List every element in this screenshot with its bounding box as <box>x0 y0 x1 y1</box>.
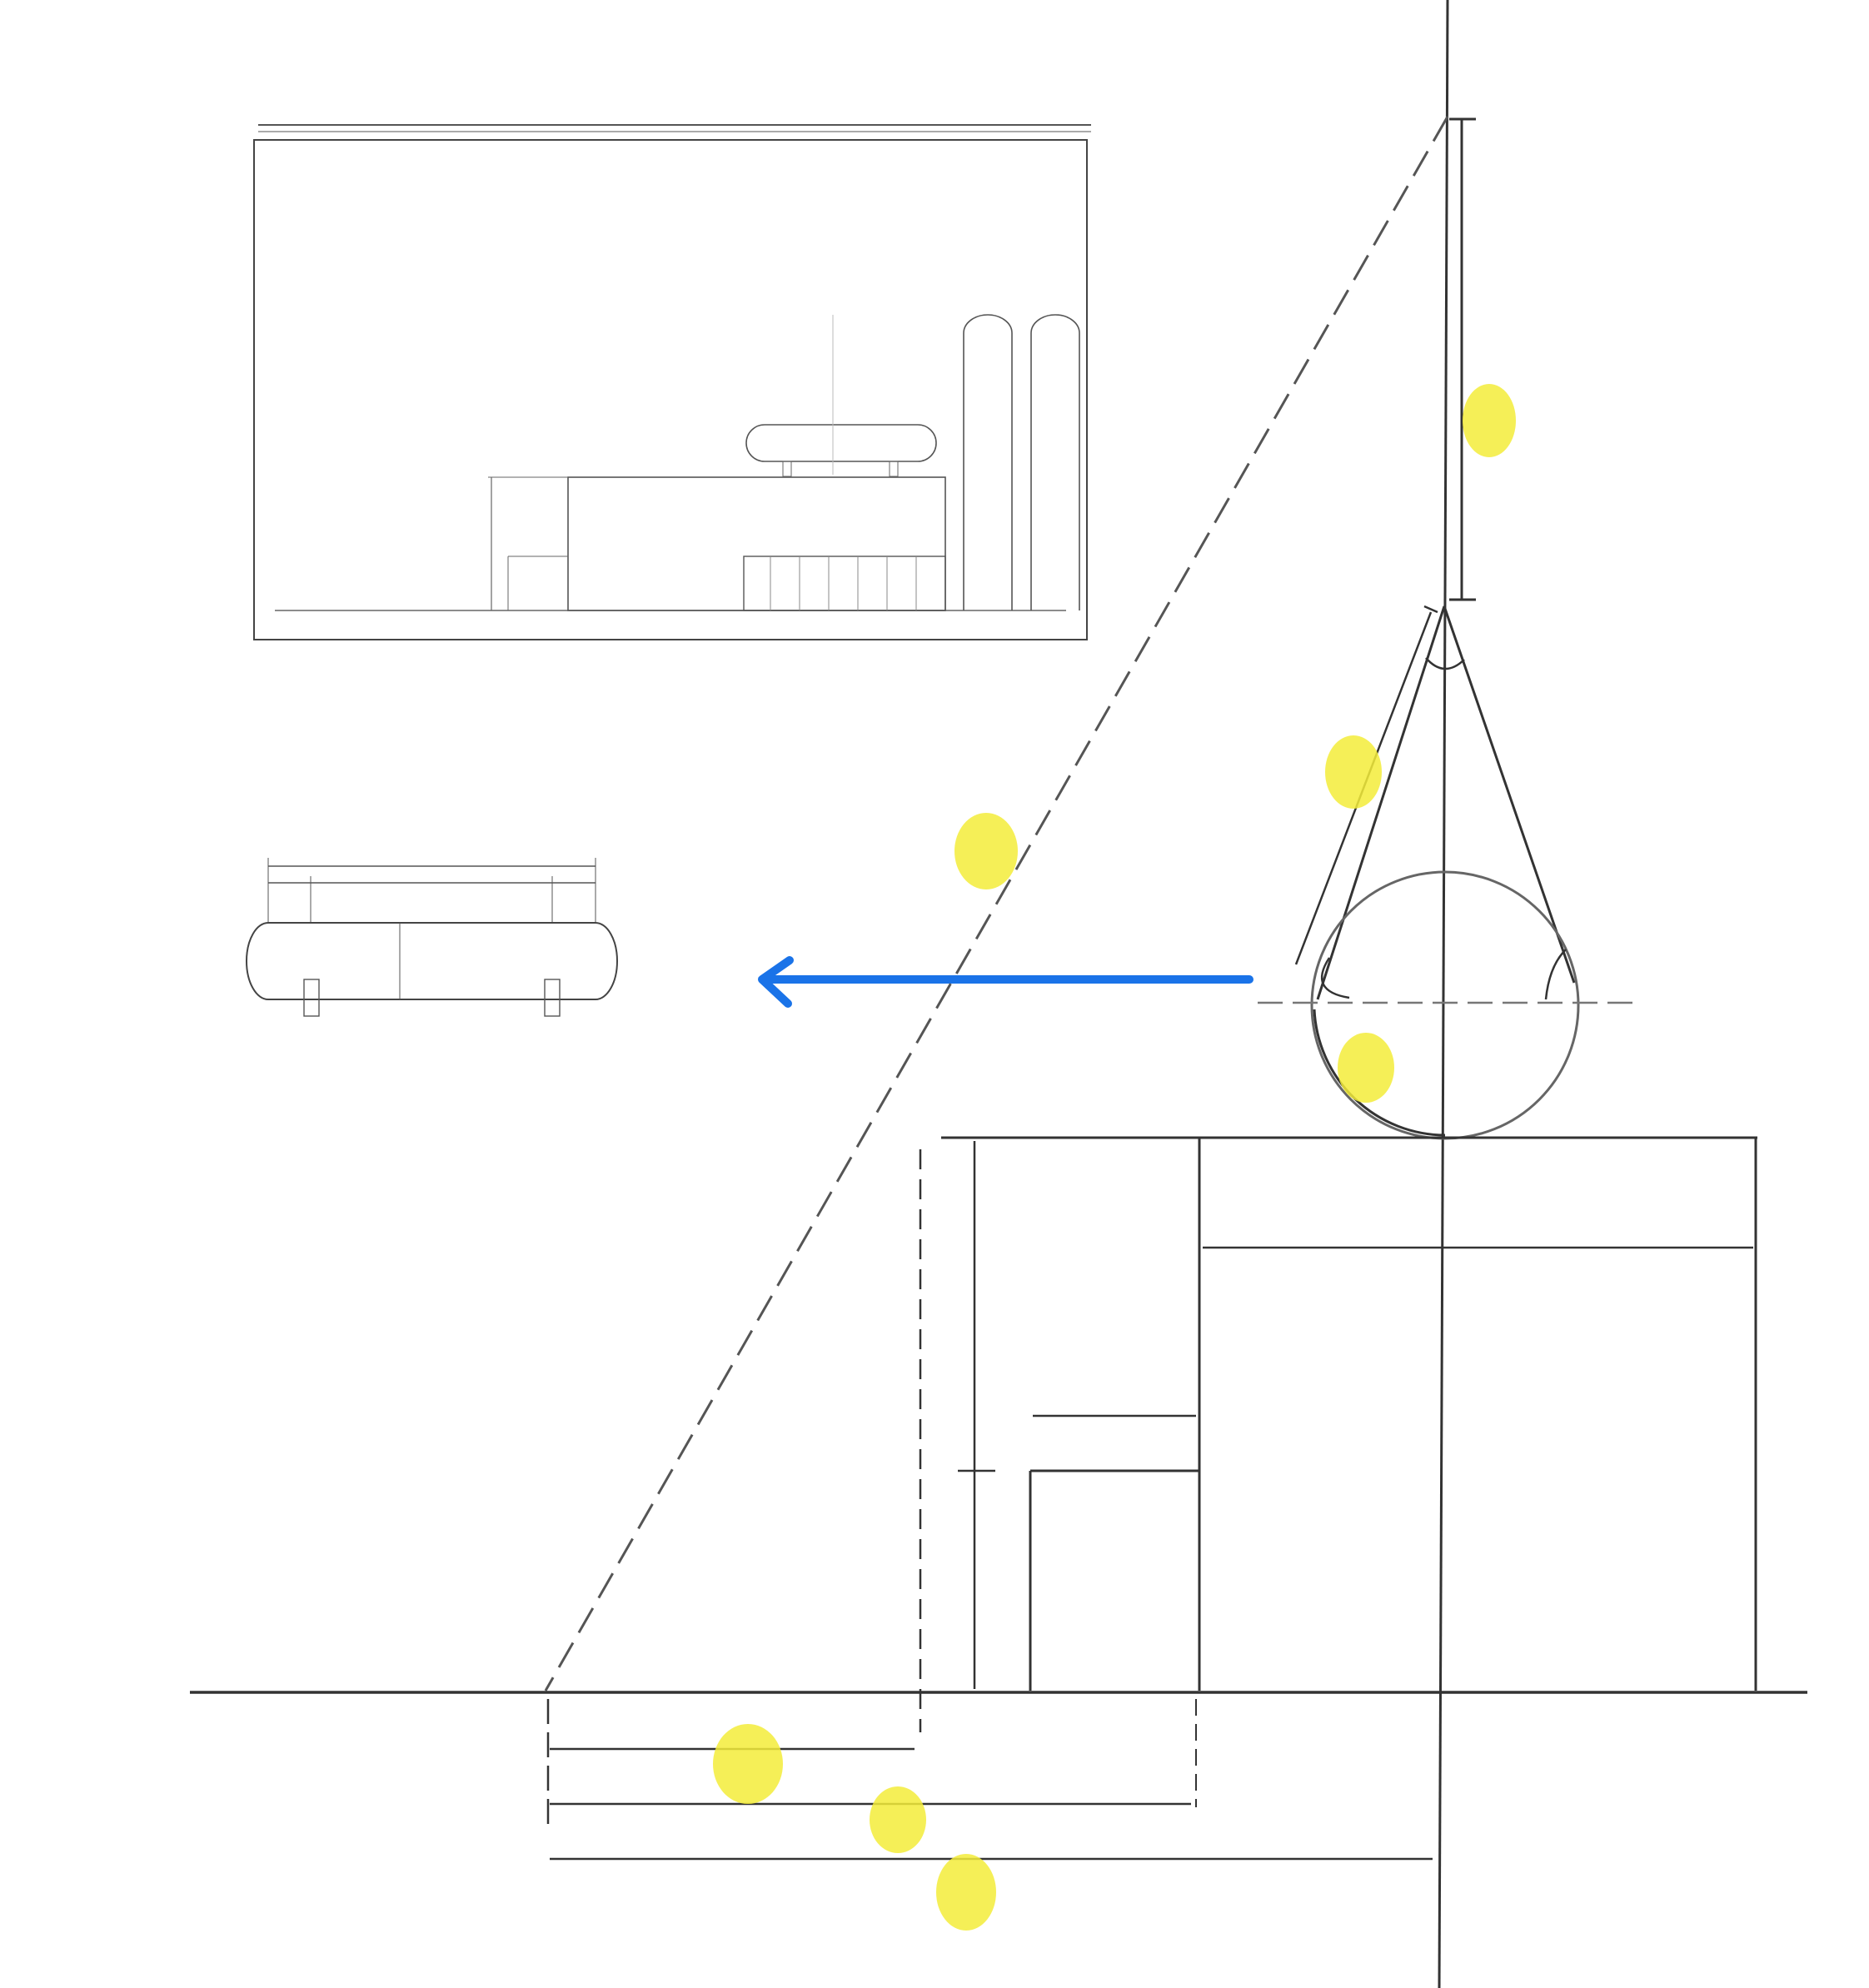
drum-detail-inset <box>237 825 704 1116</box>
unknown-boom-length <box>954 813 1018 889</box>
elevation-inset <box>223 77 1111 660</box>
crane-centerline <box>1439 0 1448 1988</box>
unknown-boom-height <box>1463 384 1516 457</box>
drum-section <box>1312 872 1578 1138</box>
unknown-radius-3 <box>936 1854 996 1931</box>
unknown-radius-1 <box>713 1724 783 1804</box>
unknown-arc <box>1338 1033 1394 1103</box>
unknown-radius-2 <box>870 1786 926 1853</box>
unknown-sling-length <box>1325 735 1382 809</box>
blue-arrow <box>762 960 1249 1004</box>
